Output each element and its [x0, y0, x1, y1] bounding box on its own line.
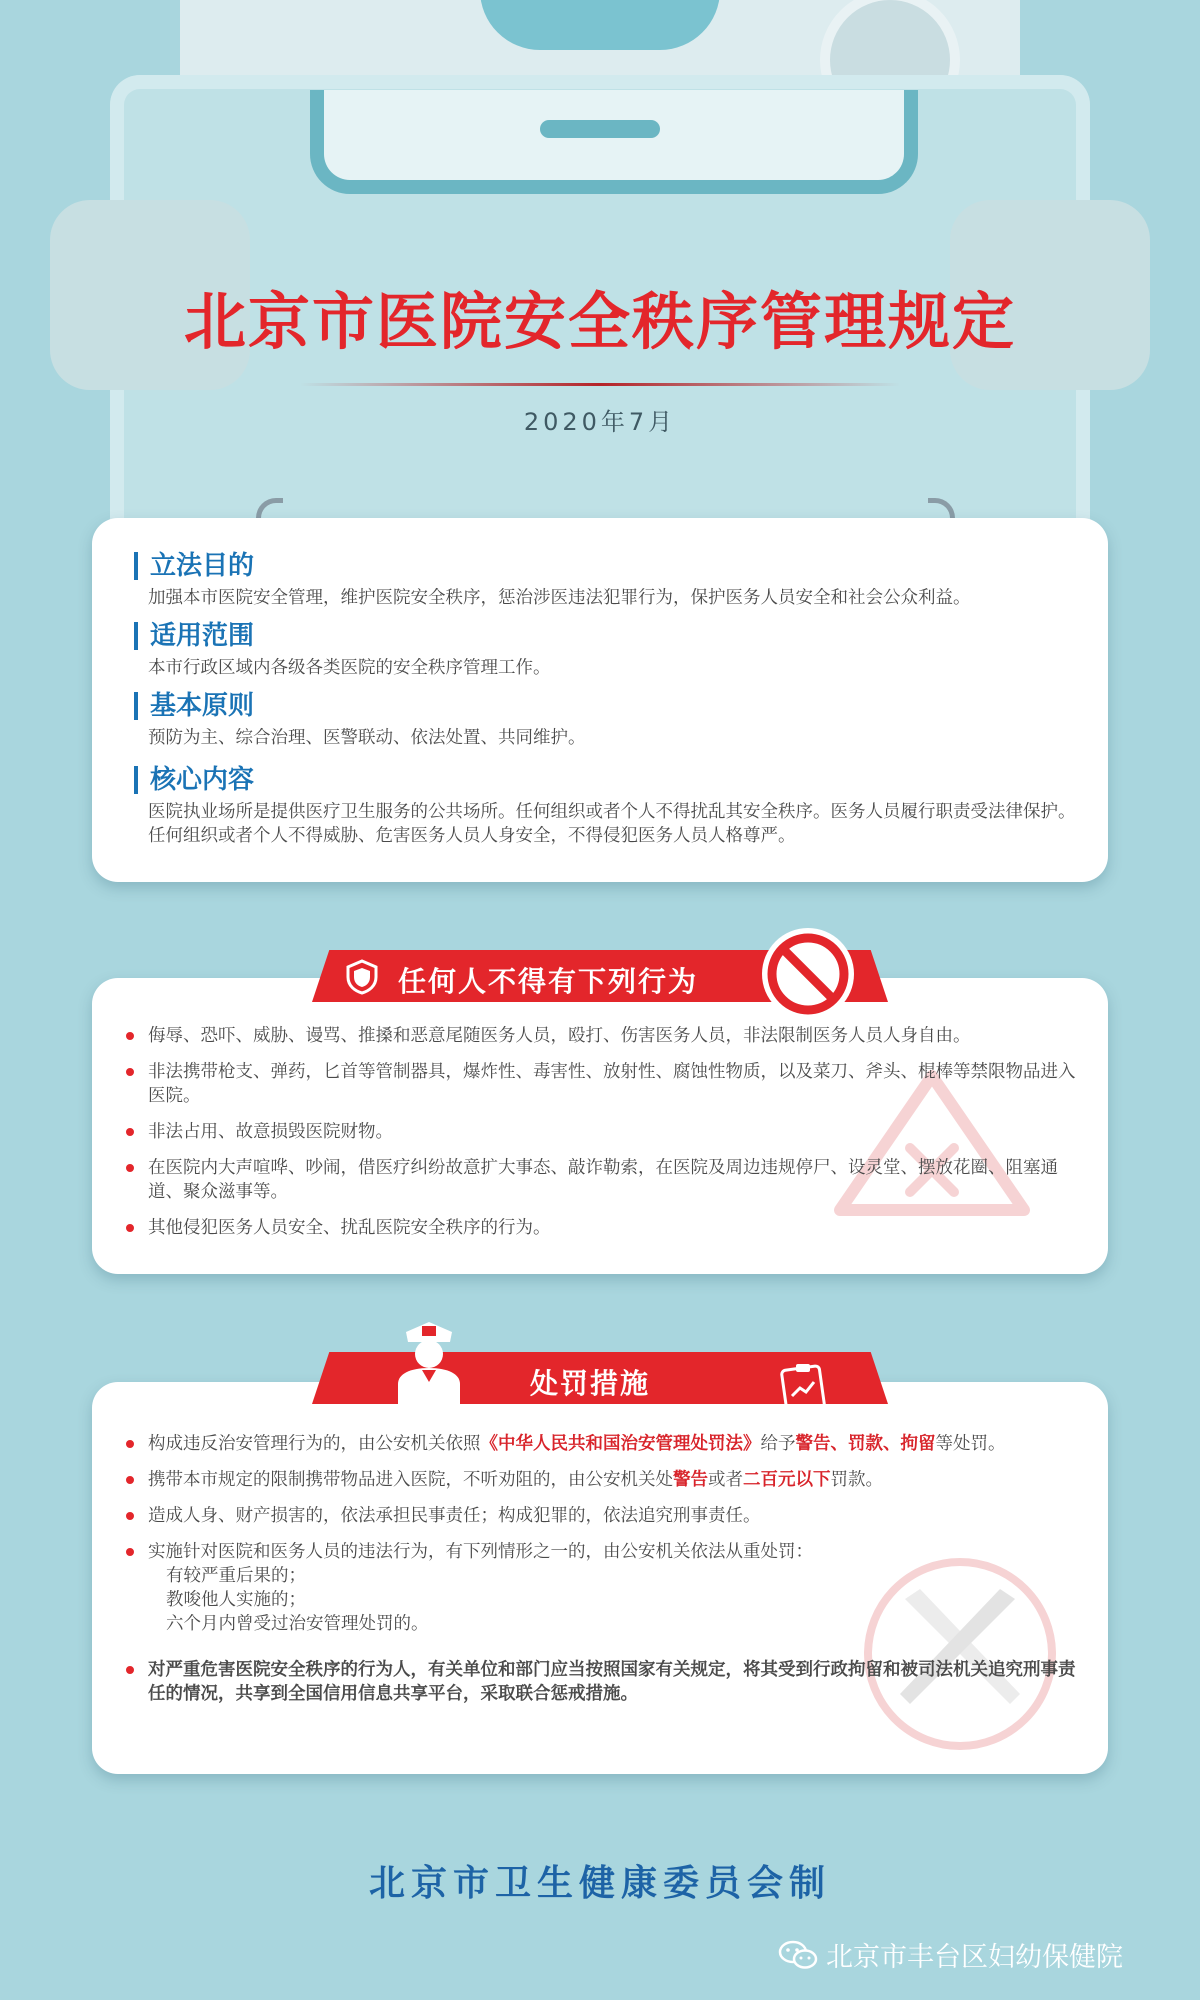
wechat-icon: [778, 1939, 818, 1971]
prohibited-list: [122, 1024, 1082, 1252]
list-item: 非法占用、故意损毁医院财物。: [122, 1120, 1082, 1144]
list-item: 在医院内大声喧哗、吵闹，借医疗纠纷故意扩大事态、敲诈勒索，在医院及周边违规停尸、设灵堂、摆放花圈、阻塞通道、聚众滋事等。: [122, 1156, 1082, 1204]
penalty-2-text: 携带本市规定的限制携带物品进入医院，不听劝阻的，由公安机关处: [148, 1470, 673, 1490]
section-body-principles: 预防为主、综合治理、医警联动、依法处置、共同维护。: [148, 728, 586, 748]
list-item-emphasis: 对严重危害医院安全秩序的行为人，有关单位和部门应当按照国家有关规定，将其受到行政拘留和被司法机关追究刑事责任的情况，共享到全国信用信息共享平台，采取联合惩戒措施。: [122, 1658, 1082, 1706]
section-body-scope: 本市行政区域内各级各类医院的安全秩序管理工作。: [148, 658, 551, 678]
sub-item: 教唆他人实施的；: [166, 1590, 306, 1610]
section-body-purpose: 加强本市医院安全管理，维护医院安全秩序，惩治涉医违法犯罪行为，保护医务人员安全和社会公众利益。: [148, 588, 971, 608]
page-title: 北京市医院安全秩序管理规定: [183, 285, 1016, 358]
footer-organization: 北京市卫生健康委员会制: [368, 1862, 831, 1904]
list-item: 造成人身、财产损害的，依法承担民事责任；构成犯罪的，依法追究刑事责任。: [122, 1504, 1082, 1528]
overview-card: [92, 518, 1108, 882]
section-heading-scope: 适用范围: [134, 622, 254, 650]
list-item: 非法携带枪支、弹药，匕首等管制器具，爆炸性、毒害性、放射性、腐蚀性物质，以及菜刀、斧头、棍棒等禁限物品进入医院。: [122, 1060, 1082, 1108]
section-heading-purpose: 立法目的: [134, 552, 254, 580]
clipboard-clip: [310, 90, 918, 194]
prohibited-card: [92, 978, 1108, 1274]
penalty-1-text: 构成违反治安管理行为的，由公安机关依照: [148, 1434, 481, 1454]
no-entry-icon: [760, 926, 856, 1022]
sub-item: 六个月内曾受过治安管理处罚的。: [166, 1614, 429, 1634]
publish-date: 2020年7月: [523, 408, 677, 436]
list-item: 侮辱、恐吓、威胁、谩骂、推搡和恶意尾随医务人员，殴打、伤害医务人员，非法限制医务人员人身自由。: [122, 1024, 1082, 1048]
list-item: [122, 1432, 1082, 1456]
list-item: [122, 1468, 1082, 1492]
penalty-2-text: 或者: [708, 1470, 743, 1490]
sub-item: 有较严重后果的；: [166, 1566, 306, 1586]
title-divider: [300, 383, 900, 386]
penalty-4-lead: 实施针对医院和医务人员的违法行为，有下列情形之一的，由公安机关依法从重处罚：: [148, 1542, 813, 1562]
doctor-collar: [480, 0, 720, 50]
section-heading-principles: 基本原则: [134, 692, 254, 720]
penalty-terms: 警告、罚款、拘留: [795, 1434, 936, 1454]
clipboard-chart-icon: [776, 1362, 828, 1412]
penalty-warning: 警告: [673, 1470, 708, 1490]
penalties-card: [92, 1382, 1108, 1774]
prohibited-banner-title: 任何人不得有下列行为: [398, 965, 699, 998]
list-item: [122, 1540, 1082, 1636]
police-icon: [392, 1310, 466, 1406]
penalties-list: [122, 1432, 1082, 1718]
penalty-2-text: 罚款。: [830, 1470, 883, 1490]
section-heading-core: 核心内容: [134, 766, 254, 794]
shield-icon: [345, 959, 379, 995]
section-body-core: 医院执业场所是提供医疗卫生服务的公共场所。任何组织或者个人不得扰乱其安全秩序。医务人员履行职责受法律保护。任何组织或者个人不得威胁、危害医务人员人身安全，不得侵犯医务人员人格尊严。: [148, 802, 1076, 846]
penalty-1-text: 等处罚。: [935, 1434, 1006, 1454]
penalty-fine: 二百元以下: [743, 1470, 831, 1490]
wechat-account: [778, 1935, 1123, 1974]
penalties-banner-title: 处罚措施: [530, 1367, 651, 1400]
penalty-1-text: 给予: [760, 1434, 796, 1454]
clipboard-clip-slot: [540, 120, 660, 138]
law-name: 《中华人民共和国治安管理处罚法》: [480, 1434, 761, 1454]
wechat-account-name: 北京市丰台区妇幼保健院: [826, 1942, 1123, 1973]
list-item: 其他侵犯医务人员安全、扰乱医院安全秩序的行为。: [122, 1216, 1082, 1240]
